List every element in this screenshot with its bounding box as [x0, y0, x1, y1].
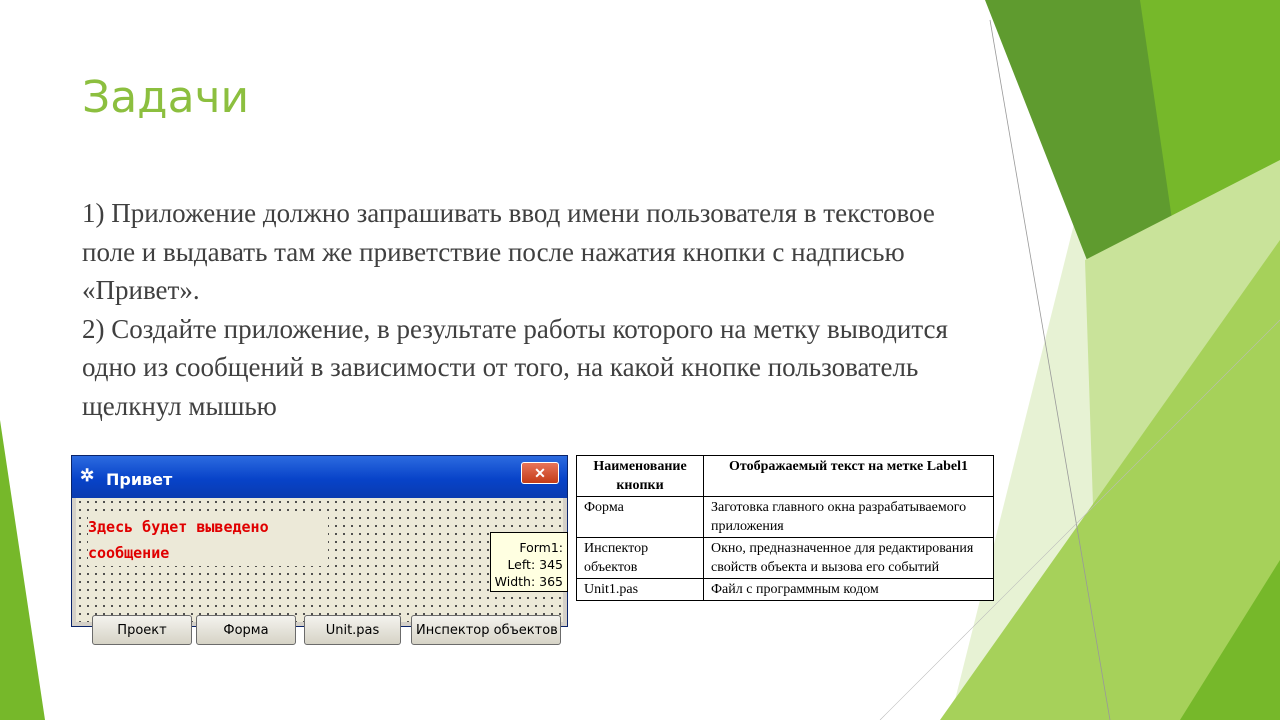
- table-row: [577, 497, 994, 538]
- form-titlebar: [72, 456, 567, 498]
- button-proekt[interactable]: Проект: [92, 615, 192, 645]
- header-label-text: Отображаемый текст на метке Label1: [704, 456, 994, 497]
- cell-button-name: Unit1.pas: [577, 579, 704, 601]
- hint-line: Width: 365: [494, 574, 563, 589]
- cell-button-name: Форма: [577, 497, 704, 538]
- button-forma[interactable]: Форма: [196, 615, 296, 645]
- cell-label-text: Заготовка главного окна разрабатываемого приложения: [704, 497, 994, 538]
- cell-label-text: Окно, предназначенное для редактирования свойств объекта и вызова его событий: [704, 538, 994, 579]
- button-inspector[interactable]: Инспектор объектов: [411, 615, 561, 645]
- hint-line: Form1:: [519, 540, 563, 555]
- table-row: [577, 579, 994, 601]
- header-button-name: Наименование кнопки: [577, 456, 704, 497]
- slide-body: [82, 194, 982, 425]
- hint-line: Left: 345: [507, 557, 563, 572]
- left-edge-shape: [0, 420, 45, 720]
- button-unit-pas[interactable]: Unit.pas: [304, 615, 401, 645]
- buttons-messages-table: [576, 455, 994, 601]
- cell-button-name: Инспектор объектов: [577, 538, 704, 579]
- close-button[interactable]: ✕: [521, 462, 559, 484]
- form-position-hint: [490, 532, 568, 592]
- slide-title: Задачи: [82, 72, 250, 123]
- label1: Здесь будет выведено сообщение: [88, 514, 328, 566]
- form-title: Привет: [106, 470, 173, 489]
- delphi-app-icon: ✲: [80, 466, 95, 485]
- task-2-text: 2) Создайте приложение, в результате работы которого на метку выводится одно из сообщений в зависимости от того, на какой кнопке пользователь щелкнул мышью: [82, 313, 948, 421]
- task-1-text: 1) Приложение должно запрашивать ввод имени пользователя в текстовое поле и выдавать там же приветствие после нажатия кнопки с надписью «Привет».: [82, 198, 935, 305]
- cell-label-text: Файл с программным кодом: [704, 579, 994, 601]
- table-row: [577, 538, 994, 579]
- table-header-row: [577, 456, 994, 497]
